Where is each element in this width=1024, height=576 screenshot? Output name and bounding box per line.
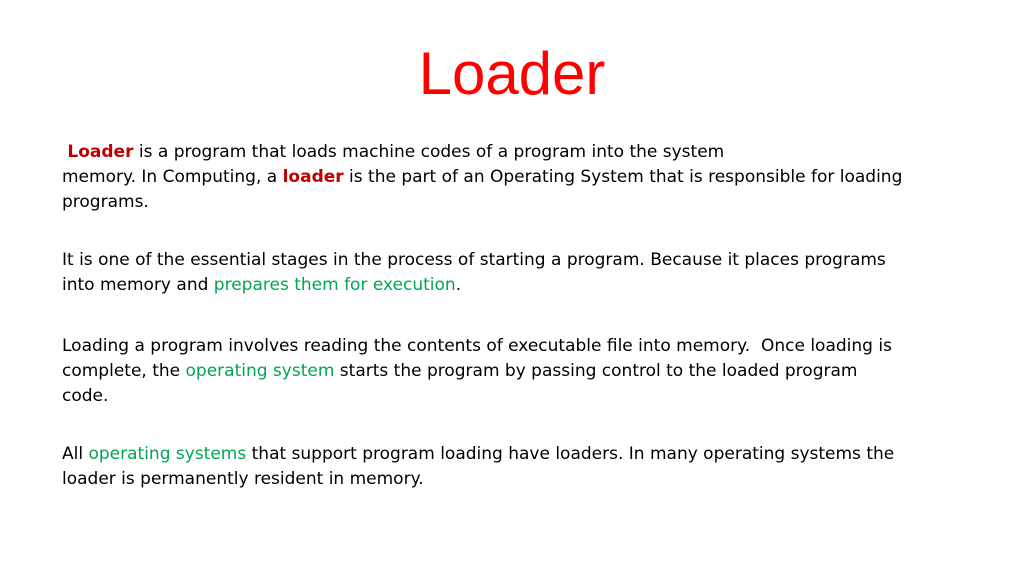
highlight-red-text: loader	[282, 167, 344, 187]
text-run: memory. In Computing, a	[62, 167, 283, 187]
paragraph-loading-program	[62, 334, 972, 409]
text-run: is a program that loads machine codes of a program into the system	[133, 142, 725, 162]
text-line	[62, 467, 972, 492]
text-run: code.	[62, 386, 109, 406]
text-line	[62, 334, 972, 359]
text-line	[62, 442, 972, 467]
text-run: .	[455, 275, 462, 295]
text-line	[62, 248, 972, 273]
text-run: programs.	[62, 192, 149, 212]
highlight-green-text: operating system	[185, 361, 335, 381]
text-run: Loading a program involves reading the contents of executable file into memory. Once loading is	[62, 336, 892, 356]
text-line	[62, 140, 972, 165]
text-run: starts the program by passing control to the loaded program	[334, 361, 858, 381]
text-run: is the part of an Operating System that is responsible for loading	[343, 167, 903, 187]
text-line	[62, 384, 972, 409]
text-line	[62, 165, 972, 190]
text-run: loader is permanently resident in memory.	[62, 469, 424, 489]
text-run: It is one of the essential stages in the process of starting a program. Because it places programs	[62, 250, 886, 270]
text-run: that support program loading have loaders. In many operating systems the	[246, 444, 895, 464]
text-run: All	[62, 444, 89, 464]
paragraph-operating-systems	[62, 442, 972, 492]
text-line	[62, 190, 972, 215]
text-line	[62, 359, 972, 384]
highlight-green-text: operating systems	[88, 444, 247, 464]
text-run: into memory and	[62, 275, 214, 295]
highlight-green-text: prepares them for execution	[213, 275, 456, 295]
highlight-red-text: Loader	[67, 142, 134, 162]
text-run: complete, the	[62, 361, 186, 381]
slide-title: Loader	[418, 40, 606, 107]
paragraph-essential-stages	[62, 248, 972, 298]
paragraph-loader-definition	[62, 140, 972, 215]
text-line	[62, 273, 972, 298]
